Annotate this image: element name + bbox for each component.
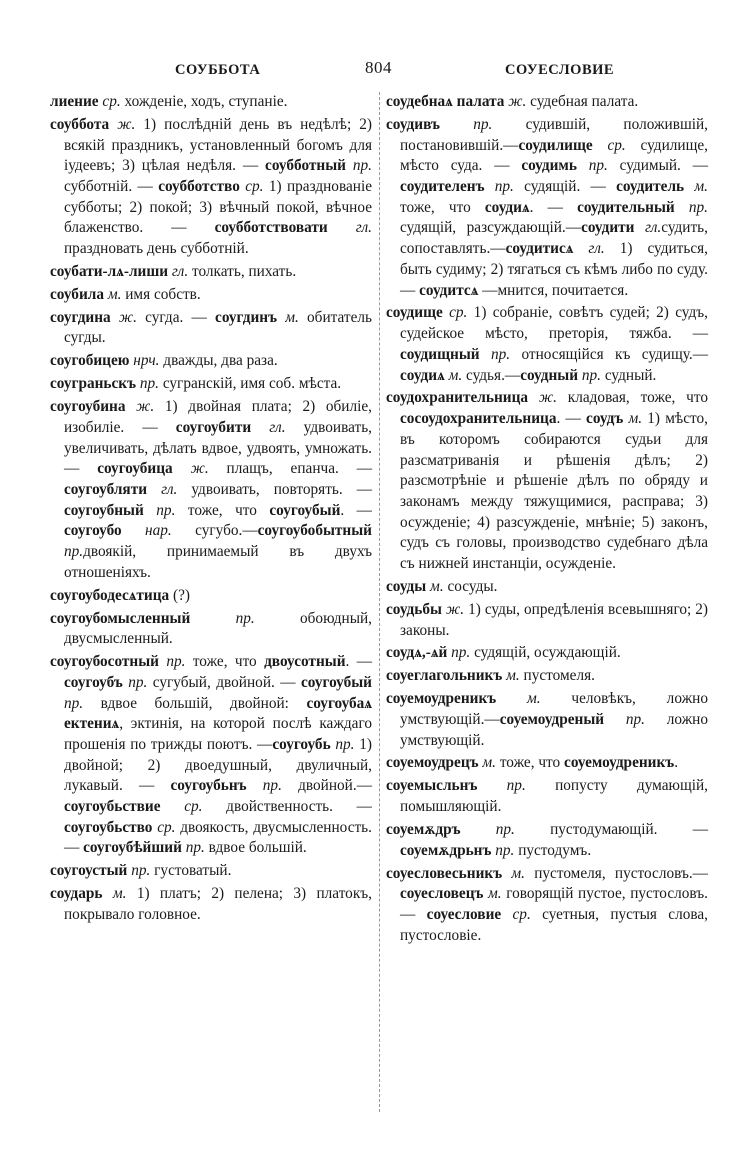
definition-text: , эктинія, на которой послѣ каждаго прошенія по трижды поютъ. — <box>64 715 372 753</box>
headword: соуграньскъ <box>50 375 137 393</box>
headword: соубботствовати <box>214 219 328 237</box>
dictionary-entry <box>386 689 708 751</box>
headword: соудити <box>581 219 635 237</box>
grammar-label: пр. <box>330 735 360 753</box>
grammar-label: ж. <box>109 115 144 133</box>
grammar-label: м. <box>478 754 500 772</box>
dictionary-entry <box>386 600 708 641</box>
headword: соудитель <box>616 178 685 195</box>
definition-text: плащъ, епанча. — <box>226 460 373 478</box>
dictionary-entry <box>386 303 708 386</box>
headword: соуеглагольникъ <box>386 667 503 685</box>
headword: соугобицею <box>50 352 130 370</box>
headword: соугоубый <box>301 673 372 691</box>
grammar-label: пр. <box>477 777 556 795</box>
headword: соугоубьнъ <box>170 777 247 795</box>
headword: лиение <box>50 93 99 110</box>
right-column <box>386 92 708 949</box>
definition-text: 1) двойной; 2) двоедушный, двуличный, лукавый. — <box>64 735 372 795</box>
dictionary-entry <box>50 92 372 113</box>
definition-text: имя собств. <box>125 285 201 303</box>
definition-text: 1) платъ; 2) пелена; 3) платокъ, покрывало головное. <box>64 885 372 923</box>
dictionary-entry <box>50 609 372 650</box>
definition-text: хожденіе, ходъ, ступаніе. <box>124 93 288 110</box>
grammar-label: пр. <box>439 115 526 133</box>
running-head-left: СОУББОТА <box>175 62 261 78</box>
headword: соудитсѧ <box>419 281 479 299</box>
headword: соугоубо <box>64 522 122 540</box>
grammar-label: пр. <box>143 501 188 519</box>
headword: соудитисѧ <box>505 240 574 258</box>
grammar-label: гл. <box>327 219 372 237</box>
definition-text: 1) судиться, быть судиму; 2) тягаться съ кѣмъ либо по суду. — <box>400 240 708 299</box>
grammar-label: пр. <box>484 178 525 195</box>
definition-text: сосуды. <box>447 577 498 595</box>
definition-text: пустодумъ. <box>518 841 592 859</box>
headword: соугоустый <box>50 862 128 880</box>
grammar-label: пр. <box>181 839 209 857</box>
definition-text: вдвое большій. <box>208 839 307 857</box>
grammar-label: гл. <box>573 240 620 258</box>
definition-text: ложно умствующій. <box>400 710 708 749</box>
headword: соугоубый <box>269 501 341 519</box>
grammar-label: гл. <box>168 263 189 280</box>
headword: соударь <box>50 885 103 903</box>
definition-text: попусту думающій, помышляющій. <box>400 777 708 816</box>
dictionary-entry <box>386 776 708 817</box>
definition-text: праздновать день субботній. <box>64 240 249 258</box>
dictionary-entry <box>386 666 708 687</box>
grammar-label: пр. <box>159 653 193 671</box>
definition-text: дважды, два раза. <box>163 352 278 370</box>
grammar-label: ср. <box>98 93 125 110</box>
dictionary-entry <box>50 884 372 925</box>
definition-text: удвоивать, повторять. — <box>191 480 372 498</box>
headword: соубботный <box>265 157 346 175</box>
dictionary-page <box>50 58 730 1138</box>
definition-text: пустомеля. <box>523 667 595 685</box>
definition-text: пустомеля, пустословъ.— <box>534 864 708 882</box>
definition-text: двойственность. — <box>226 798 372 816</box>
headword: соугдинъ <box>215 308 278 326</box>
definition-text: —мнится, почитается. <box>478 281 629 299</box>
definition-text: 1) собраніе, совѣтъ судей; 2) судъ, судейское мѣсто, преторія, тяжба. — <box>400 304 708 343</box>
dictionary-entry <box>50 586 372 607</box>
headword: соубботство <box>158 178 240 195</box>
definition-text: судебная палата. <box>530 93 639 110</box>
headword: соугоубица <box>97 460 173 478</box>
grammar-label: гл. <box>634 219 662 237</box>
dictionary-entry <box>50 285 372 306</box>
headword: соугоубобытный <box>257 522 372 540</box>
grammar-label: пр. <box>127 862 155 880</box>
grammar-label: пр. <box>674 198 708 216</box>
grammar-label: ж. <box>172 460 227 478</box>
grammar-label: пр. <box>491 841 519 859</box>
headword: соуесловие <box>426 905 502 923</box>
definition-text: тоже, что <box>187 501 270 519</box>
headword: соудимь <box>521 157 577 175</box>
definition-text: судящій, разсуждающій.— <box>400 219 582 237</box>
definition-text: пустодумающій. — <box>550 820 708 838</box>
definition-text: тоже, что <box>499 754 565 772</box>
dictionary-entry <box>386 577 708 598</box>
definition-text: судить, сопоставлять.— <box>400 219 708 258</box>
definition-text: человѣкъ, ложно умствующій.— <box>400 690 708 728</box>
definition-text: обитатель сугды. <box>64 308 372 347</box>
headword: сосоудохранительница <box>400 410 557 428</box>
grammar-label: м. <box>444 366 466 384</box>
grammar-label: м. <box>104 285 126 303</box>
column-divider <box>379 92 380 1112</box>
definition-text: судья.— <box>466 366 521 384</box>
grammar-label: пр. <box>345 157 372 175</box>
grammar-label: м. <box>684 178 708 195</box>
grammar-label: ср. <box>239 178 269 195</box>
running-head-right: СОУЕСЛОВИЕ <box>505 62 615 78</box>
grammar-label: м. <box>502 864 535 882</box>
grammar-label: ж. <box>528 389 568 407</box>
grammar-label: ср. <box>501 905 543 923</box>
grammar-label: пр. <box>64 694 101 712</box>
headword: соугоубомысленный <box>50 609 191 627</box>
headword: соудъ <box>586 410 624 428</box>
grammar-label: ср. <box>592 136 641 154</box>
grammar-label: пр. <box>578 366 605 384</box>
headword: соудиѧ <box>484 198 530 216</box>
headword: соуемѫдръ <box>386 820 461 838</box>
definition-text: судящій. — <box>524 178 617 195</box>
grammar-label: нар. <box>121 522 196 540</box>
grammar-label: ср. <box>160 798 227 816</box>
definition-text: тоже, что <box>400 198 485 216</box>
definition-text: 1) мѣсто, въ которомъ собираются судьи для разсматриванія и рѣшенія дѣлъ; 2) разсмотрѣніе и рѣшеніе дѣлъ по обряду и законамъ между тяжущимися, расправа; 3) осужденіе; 4) разсужденіе, мнѣніе; 5) законъ, судъ съ головы, производство судебнаго дѣла съ нижней инстанціи, осужденіе. <box>400 410 708 573</box>
grammar-label: нрч. <box>129 352 164 370</box>
headword: соуемоудреный <box>499 710 605 728</box>
grammar-label: м. <box>623 410 648 428</box>
definition-text: . — <box>556 410 587 428</box>
definition-text: суетныя, пустыя слова, пустословіе. <box>400 905 709 944</box>
dictionary-entry <box>50 351 372 372</box>
definition-text: . — <box>345 653 372 671</box>
page-header <box>50 58 730 92</box>
headword: соудиѧ <box>400 366 445 384</box>
left-column <box>50 92 372 928</box>
definition-text: судящій, осуждающій. <box>474 644 621 662</box>
headword: соугоубляти <box>64 480 148 498</box>
dictionary-entry <box>50 262 372 283</box>
definition-text: сугубый, двойной. — <box>152 673 301 691</box>
grammar-label: пр. <box>246 777 299 795</box>
dictionary-entry <box>50 308 372 349</box>
definition-text: сугранскій, имя соб. мѣста. <box>162 375 342 393</box>
headword: соуббота <box>50 115 110 133</box>
dictionary-entry <box>386 388 708 574</box>
headword: соудище <box>386 304 443 322</box>
definition-text: тоже, что <box>192 653 265 671</box>
dictionary-entry <box>50 652 372 859</box>
definition-text: 1) двойная плата; 2) обиліе, изобиліе. — <box>64 398 372 436</box>
headword: соуесловецъ <box>400 885 484 903</box>
definition-text: кладовая, тоже, что <box>567 389 708 407</box>
headword: соуемоудреникъ <box>564 754 675 772</box>
dictionary-entry <box>386 864 708 947</box>
headword: соуемоудрецъ <box>386 754 479 772</box>
definition-text: относящійся къ судищу.— <box>521 345 708 363</box>
headword: соугоубѣйший <box>83 839 182 857</box>
headword: соуемоудреникъ <box>386 690 497 708</box>
definition-text: двоякій, принимаемый въ двухъ отношеніяхъ. <box>64 543 372 581</box>
dictionary-entry <box>386 753 708 774</box>
headword: соугоубьство <box>64 818 153 836</box>
grammar-label: пр. <box>576 157 620 175</box>
grammar-label: ж. <box>441 600 469 618</box>
definition-text: говорящій пустое, пустословъ. — <box>400 885 708 923</box>
headword: соубати-лѧ-лиши <box>50 263 169 280</box>
headword: соудный <box>520 366 579 384</box>
definition-text: субботній. — <box>64 178 159 195</box>
dictionary-entry <box>50 115 372 260</box>
grammar-label: пр. <box>460 820 551 838</box>
grammar-label: м. <box>426 577 448 595</box>
definition-text: сугубо.— <box>195 522 258 540</box>
definition-text: . — <box>340 501 372 519</box>
headword: соугоубаѧ ектениѧ <box>64 694 372 733</box>
headword: соудивъ <box>386 115 440 133</box>
grammar-label: пр. <box>190 609 300 627</box>
grammar-label: м. <box>483 885 507 903</box>
definition-text: двойной.— <box>298 777 372 795</box>
definition-text: 1) празднованіе субботы; 2) покой; 3) вѣчный покой, вѣчное блаженство. — <box>64 178 372 237</box>
grammar-label: ж. <box>504 93 531 110</box>
grammar-label: гл. <box>147 480 192 498</box>
grammar-label: пр. <box>122 673 153 691</box>
grammar-label: ср. <box>442 304 474 322</box>
grammar-label: ср. <box>152 818 181 836</box>
headword: соудебнаѧ палата <box>386 93 505 110</box>
definition-text: судный. <box>604 366 657 384</box>
definition-text: двоякость, двусмысленность. — <box>64 818 372 857</box>
grammar-label: ж. <box>125 398 165 416</box>
dictionary-entry <box>50 861 372 882</box>
headword: соудителенъ <box>400 178 485 195</box>
grammar-label: м. <box>102 885 137 903</box>
definition-text: 1) суды, опредѣленія всевышняго; 2) законы. <box>400 600 709 639</box>
grammar-label: пр. <box>64 543 84 561</box>
page-number: 804 <box>365 58 392 77</box>
definition-text: густоватый. <box>154 862 232 880</box>
definition-text: сугда. — <box>145 308 216 326</box>
headword: двоусотный <box>264 653 346 671</box>
dictionary-entry <box>386 820 708 861</box>
dictionary-entry <box>50 374 372 395</box>
headword: соуесловесьникъ <box>386 864 503 882</box>
headword: соугоубосотный <box>50 653 159 671</box>
dictionary-entry <box>386 115 708 301</box>
headword: соугоубъ <box>64 673 123 691</box>
grammar-label: м. <box>502 667 524 685</box>
headword: соугоубити <box>175 418 252 436</box>
headword: соудохранительница <box>386 389 529 407</box>
headword: соудѧ,-ѧй <box>386 644 448 662</box>
headword: соуемѫдрьнъ <box>400 841 492 859</box>
grammar-label: пр. <box>136 375 163 393</box>
grammar-label: пр. <box>604 710 667 728</box>
headword: соудилище <box>518 136 593 154</box>
headword: соугоубодесѧтица <box>50 586 170 604</box>
grammar-label: м. <box>496 690 572 708</box>
grammar-label: гл. <box>251 418 304 436</box>
headword: соугоубный <box>64 501 144 519</box>
headword: соуды <box>386 577 427 595</box>
grammar-label: пр. <box>479 345 522 363</box>
headword: соуемысльнъ <box>386 777 478 795</box>
headword: соугоубьствие <box>64 798 161 816</box>
definition-text: вдвое большій, двойной: <box>100 694 307 712</box>
definition-text: толкать, пихать. <box>188 263 297 280</box>
definition-text: удвоивать, увеличивать, дѣлать вдвое, удвоять, умножать. — <box>64 418 372 478</box>
dictionary-entry <box>386 92 708 113</box>
dictionary-entry <box>50 397 372 583</box>
headword: соугдина <box>50 308 111 326</box>
headword: соугоубь <box>272 735 331 753</box>
grammar-label: м. <box>277 308 308 326</box>
headword: соудительный <box>577 198 675 216</box>
definition-text: обоюдный, двусмысленный. <box>64 609 372 648</box>
definition-text: судившій, положившій, постановившій.— <box>400 115 708 154</box>
grammar-label: пр. <box>447 644 475 662</box>
definition-text: (?) <box>169 586 190 604</box>
grammar-label: ж. <box>110 308 146 326</box>
headword: соудищный <box>400 345 480 363</box>
definition-text: судилище, мѣсто суда. — <box>400 136 708 175</box>
definition-text: . <box>674 754 679 772</box>
headword: соугоубина <box>50 398 126 416</box>
dictionary-entry <box>386 643 708 664</box>
definition-text: 1) послѣдній день въ недѣлѣ; 2) всякій праздникъ, установленный богомъ для іудеевъ; 3) цѣлая недѣля. — <box>64 115 373 175</box>
headword: соудьбы <box>386 600 442 618</box>
headword: соубила <box>50 285 104 303</box>
definition-text: . — <box>529 198 578 216</box>
definition-text: судимый. — <box>619 157 708 175</box>
